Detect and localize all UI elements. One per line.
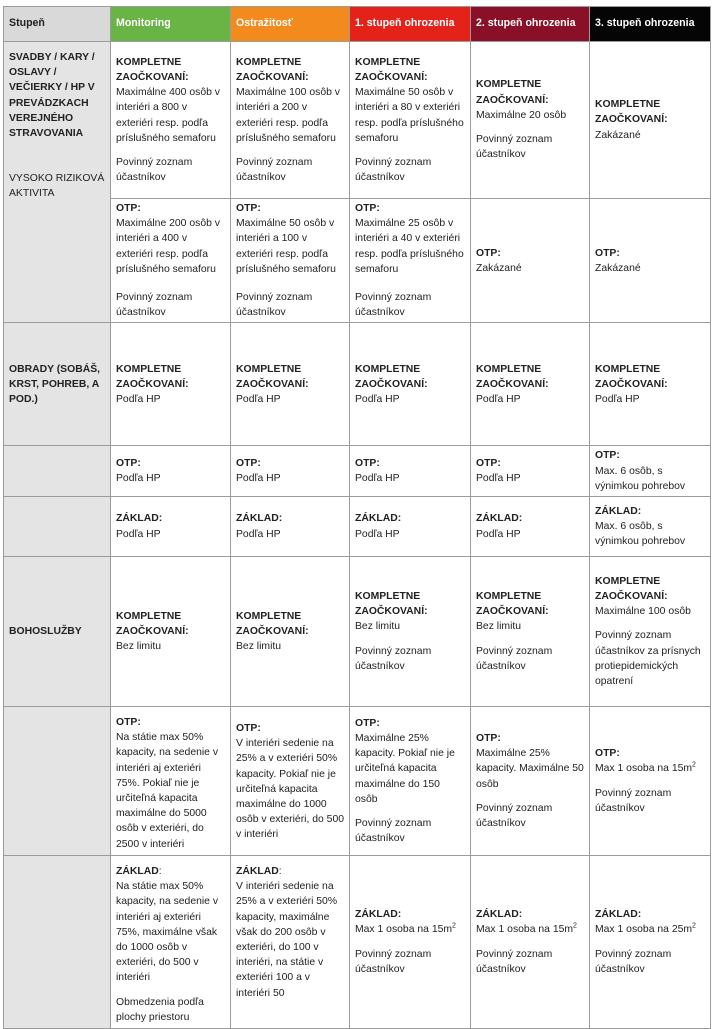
cell-obrady-otp-stupen3 — [590, 446, 711, 497]
cell-text: Podľa HP — [595, 394, 640, 406]
cell-label: ZÁKLAD: — [116, 513, 163, 525]
cell-text: Podľa HP — [355, 473, 400, 485]
cell-label: ZÁKLAD: — [595, 505, 642, 517]
cell-label: OTP: — [355, 203, 380, 214]
cell-text — [595, 924, 696, 935]
category-subtitle: VYSOKO RIZIKOVÁ AKTIVITA — [9, 173, 105, 200]
rules-table — [3, 6, 711, 1029]
header-stupen-3: 3. stupeň ohrozenia — [590, 7, 711, 42]
table-row — [4, 557, 711, 707]
cell-note: Povinný zoznam účastníkov — [116, 156, 193, 184]
category-obrady — [4, 323, 111, 446]
cell-svadby-otp-stupen2 — [471, 199, 590, 323]
cell-text — [595, 763, 696, 774]
cell-label: KOMPLETNE ZAOČKOVANÍ: — [476, 591, 549, 618]
cell-text: Podľa HP — [116, 394, 161, 406]
cell-text: Bez limitu — [236, 641, 282, 653]
cell-svadby-otp-stupen3 — [590, 199, 711, 323]
cell-bohosluzby-zaklad-ostrazitost — [231, 856, 350, 1029]
cell-note: Povinný zoznam účastníkov — [355, 645, 432, 672]
cell-obrady-kompletne-stupen3 — [590, 323, 711, 446]
cell-text: Maximálne 25 osôb v interiéri a 40 v exteriéri resp. podľa príslušného semaforu — [355, 218, 464, 275]
cell-label: OTP: — [116, 203, 141, 214]
cell-text: Maximálne 100 osôb v interiéri a 200 v exteriéri resp. podľa príslušného semaforu — [236, 87, 340, 144]
cell-label-text: ZÁKLAD — [236, 866, 279, 878]
cell-label: KOMPLETNE ZAOČKOVANÍ: — [476, 363, 549, 390]
cell-note: Povinný zoznam účastníkov — [476, 802, 553, 829]
cell-text: Max. 6 osôb, s výnimkou pohrebov — [595, 520, 686, 548]
cell-text: Podľa HP — [116, 528, 161, 540]
cell-note: Povinný zoznam účastníkov — [355, 817, 432, 845]
category-bohosluzby — [4, 557, 111, 707]
cell-label: KOMPLETNE ZAOČKOVANÍ: — [595, 575, 668, 603]
cell-label: KOMPLETNE ZAOČKOVANÍ: — [236, 610, 309, 637]
cell-text — [476, 924, 577, 935]
cell-svadby-otp-monitoring — [111, 199, 231, 323]
cell-text: Podľa HP — [355, 528, 400, 540]
cell-label: ZÁKLAD: — [236, 513, 283, 525]
cell-bohosluzby-zaklad-monitoring — [111, 856, 231, 1029]
cell-svadby-kompletne-stupen1 — [350, 42, 471, 199]
cell-note: Povinný zoznam účastníkov za prísnych protiepidemických opatrení — [595, 630, 701, 688]
cell-label: OTP: — [355, 717, 380, 729]
cell-note: Obmedzenia podľa plochy priestoru — [116, 996, 204, 1023]
cell-label: KOMPLETNE ZAOČKOVANÍ: — [116, 610, 189, 637]
cell-text — [355, 924, 456, 935]
cell-text: Zakázané — [595, 262, 641, 274]
category-title: BOHOSLUŽBY — [9, 625, 82, 637]
cell-text: Podľa HP — [476, 394, 521, 406]
table-row — [4, 323, 711, 446]
cell-obrady-otp-ostrazitost — [231, 446, 350, 497]
cell-label: KOMPLETNE ZAOČKOVANÍ: — [355, 56, 428, 83]
cell-obrady-kompletne-stupen1 — [350, 323, 471, 446]
cell-text: Podľa HP — [236, 394, 281, 406]
cell-note: Povinný zoznam účastníkov — [236, 292, 313, 319]
cell-label: KOMPLETNE ZAOČKOVANÍ: — [116, 56, 189, 83]
cell-text: Maximálne 400 osôb v interiéri a 800 v exteriéri resp. podľa príslušného semaforu — [116, 87, 220, 144]
cell-label: OTP: — [476, 732, 501, 744]
cell-label: KOMPLETNE ZAOČKOVANÍ: — [595, 99, 668, 126]
category-svadby — [4, 42, 111, 323]
cell-label — [236, 864, 344, 879]
cell-label: OTP: — [595, 450, 620, 462]
cell-bohosluzby-zaklad-stupen1 — [350, 856, 471, 1029]
cell-svadby-kompletne-stupen2 — [471, 42, 590, 199]
cell-label: OTP: — [355, 458, 380, 470]
header-monitoring: Monitoring — [111, 7, 231, 42]
cell-note: Povinný zoznam účastníkov — [236, 156, 313, 184]
category-title: OBRADY (SOBÁŠ, KRST, POHREB, A POD.) — [9, 363, 101, 406]
cell-label: ZÁKLAD: — [476, 909, 523, 921]
superscript-two: 2 — [452, 922, 456, 930]
cell-bohosluzby-otp-ostrazitost — [231, 707, 350, 856]
cell-label: OTP: — [476, 247, 501, 259]
table-row — [4, 446, 711, 497]
cell-text: Podľa HP — [355, 394, 400, 406]
cell-label: OTP: — [236, 203, 261, 214]
cell-obrady-zaklad-stupen1 — [350, 497, 471, 557]
table-row — [4, 199, 711, 323]
cell-bohosluzby-kompletne-ostrazitost — [231, 557, 350, 707]
cell-bohosluzby-otp-monitoring — [111, 707, 231, 856]
table-row — [4, 707, 711, 856]
cell-obrady-zaklad-stupen2 — [471, 497, 590, 557]
cell-label: KOMPLETNE ZAOČKOVANÍ: — [116, 363, 189, 390]
cell-text: Max. 6 osôb, s výnimkou pohrebov — [595, 465, 686, 492]
header-stupen: Stupeň — [4, 7, 111, 42]
cell-label: ZÁKLAD: — [355, 909, 402, 921]
cell-svadby-kompletne-ostrazitost — [231, 42, 350, 199]
cell-note: Povinný zoznam účastníkov — [595, 948, 672, 975]
header-row — [4, 7, 711, 42]
cell-text-main: Max 1 osoba na 15m — [355, 924, 453, 936]
cell-label: OTP: — [236, 458, 261, 470]
cell-label: KOMPLETNE ZAOČKOVANÍ: — [355, 363, 428, 390]
category-spacer — [4, 707, 111, 856]
cell-bohosluzby-otp-stupen3 — [590, 707, 711, 856]
cell-note: Povinný zoznam účastníkov — [595, 787, 672, 814]
cell-label: KOMPLETNE ZAOČKOVANÍ: — [476, 79, 549, 106]
cell-obrady-kompletne-monitoring — [111, 323, 231, 446]
cell-label: KOMPLETNE ZAOČKOVANÍ: — [595, 363, 668, 390]
cell-label: OTP: — [595, 748, 620, 760]
cell-label: OTP: — [116, 458, 141, 470]
table-row — [4, 42, 711, 199]
cell-svadby-kompletne-monitoring — [111, 42, 231, 199]
category-spacer — [4, 856, 111, 1029]
cell-text: Na státie max 50% kapacity, na sedenie v interiéri aj exteriéri 75%. Pokiaľ nie je určiteľná kapacita maximálne do 5000 osôb v exteriéri, do 2500 v interiéri — [116, 732, 219, 850]
cell-label-colon: : — [278, 866, 282, 878]
cell-label — [116, 864, 225, 879]
header-stupen-1: 1. stupeň ohrozenia — [350, 7, 471, 42]
cell-svadby-otp-stupen1 — [350, 199, 471, 323]
cell-bohosluzby-otp-stupen2 — [471, 707, 590, 856]
cell-bohosluzby-kompletne-stupen2 — [471, 557, 590, 707]
category-spacer — [4, 497, 111, 557]
cell-label: KOMPLETNE ZAOČKOVANÍ: — [236, 56, 309, 83]
cell-text-main: Max 1 osoba na 25m — [595, 924, 693, 936]
cell-label: OTP: — [236, 723, 261, 735]
cell-bohosluzby-kompletne-stupen3 — [590, 557, 711, 707]
cell-text: Podľa HP — [476, 473, 521, 485]
header-ostrazitost: Ostražitosť — [231, 7, 350, 42]
cell-obrady-otp-stupen2 — [471, 446, 590, 497]
cell-text: Maximálne 50 osôb v interiéri a 100 v exteriéri resp. podľa príslušného semaforu — [236, 218, 336, 275]
superscript-two: 2 — [692, 922, 696, 930]
cell-note: Povinný zoznam účastníkov — [476, 645, 553, 672]
cell-bohosluzby-kompletne-stupen1 — [350, 557, 471, 707]
cell-text: Bez limitu — [116, 641, 162, 653]
cell-obrady-otp-stupen1 — [350, 446, 471, 497]
cell-text: Maximálne 20 osôb — [476, 109, 567, 121]
category-spacer — [4, 446, 111, 497]
cell-text: V interiéri sedenie na 25% a v exteriéri 50% kapacity, maximálne však do 200 osôb v exteriéri, do 100 v interiéri, na státie v exteriéri 100 a v interiéri 50 — [236, 881, 338, 999]
cell-obrady-zaklad-monitoring — [111, 497, 231, 557]
header-stupen-2: 2. stupeň ohrozenia — [471, 7, 590, 42]
cell-label: OTP: — [595, 247, 620, 259]
cell-label: KOMPLETNE ZAOČKOVANÍ: — [236, 363, 309, 390]
cell-obrady-otp-monitoring — [111, 446, 231, 497]
cell-obrady-zaklad-ostrazitost — [231, 497, 350, 557]
cell-bohosluzby-kompletne-monitoring — [111, 557, 231, 707]
cell-text: Zakázané — [595, 129, 641, 141]
cell-obrady-kompletne-stupen2 — [471, 323, 590, 446]
cell-note: Povinný zoznam účastníkov — [355, 156, 432, 184]
cell-note: Povinný zoznam účastníkov — [116, 292, 193, 319]
cell-label-colon: : — [158, 866, 162, 878]
cell-text-main: Max 1 osoba na 15m — [476, 924, 574, 936]
cell-text: Maximálne 25% kapacity. Maximálne 50 osôb — [476, 748, 584, 790]
cell-text: Podľa HP — [116, 473, 161, 485]
cell-text: Podľa HP — [236, 473, 281, 485]
cell-svadby-kompletne-stupen3 — [590, 42, 711, 199]
superscript-two: 2 — [692, 761, 696, 769]
cell-label: ZÁKLAD: — [355, 513, 402, 525]
cell-text: Maximálne 50 osôb v interiéri a 80 v exteriéri resp. podľa príslušného semaforu — [355, 87, 464, 144]
cell-bohosluzby-zaklad-stupen2 — [471, 856, 590, 1029]
cell-bohosluzby-zaklad-stupen3 — [590, 856, 711, 1029]
table-row — [4, 856, 711, 1029]
cell-note: Povinný zoznam účastníkov — [355, 292, 432, 319]
cell-label: ZÁKLAD: — [595, 909, 642, 921]
cell-text: Zakázané — [476, 262, 522, 274]
cell-text: Maximálne 25% kapacity. Pokiaľ nie je určiteľná kapacita maximálne do 150 osôb — [355, 732, 455, 805]
cell-label: ZÁKLAD: — [476, 513, 523, 525]
superscript-two: 2 — [573, 922, 577, 930]
cell-bohosluzby-otp-stupen1 — [350, 707, 471, 856]
cell-note: Povinný zoznam účastníkov — [355, 948, 432, 975]
cell-text: V interiéri sedenie na 25% a v exteriéri 50% kapacity. Pokiaľ nie je určiteľná kapacita maximálne do 1000 osôb v exteriéri, do 500 v interiéri — [236, 738, 345, 841]
cell-text: Na státie max 50% kapacity, na sedenie v interiéri aj exteriéri 75%, maximálne však do 1000 osôb v exteriéri, do 500 v interiéri — [116, 881, 219, 984]
cell-text: Bez limitu — [355, 621, 401, 633]
cell-text: Maximálne 100 osôb — [595, 606, 691, 618]
cell-obrady-zaklad-stupen3 — [590, 497, 711, 557]
cell-note: Povinný zoznam účastníkov — [476, 134, 553, 161]
cell-label: OTP: — [116, 717, 141, 729]
table-row — [4, 497, 711, 557]
cell-text: Maximálne 200 osôb v interiéri a 400 v exteriéri resp. podľa príslušného semaforu — [116, 218, 220, 275]
category-title: SVADBY / KARY / OSLAVY / VEČIERKY / HP V PREVÁDZKACH VEREJNÉHO STRAVOVANIA — [9, 52, 95, 140]
cell-note: Povinný zoznam účastníkov — [476, 948, 553, 975]
cell-svadby-otp-ostrazitost — [231, 199, 350, 323]
cell-label-text: ZÁKLAD — [116, 866, 159, 878]
cell-label: KOMPLETNE ZAOČKOVANÍ: — [355, 591, 428, 618]
cell-text: Podľa HP — [236, 528, 281, 540]
cell-text-main: Max 1 osoba na 15m — [595, 763, 693, 775]
cell-text: Bez limitu — [476, 621, 522, 633]
cell-obrady-kompletne-ostrazitost — [231, 323, 350, 446]
cell-label: OTP: — [476, 458, 501, 470]
cell-text: Podľa HP — [476, 528, 521, 540]
